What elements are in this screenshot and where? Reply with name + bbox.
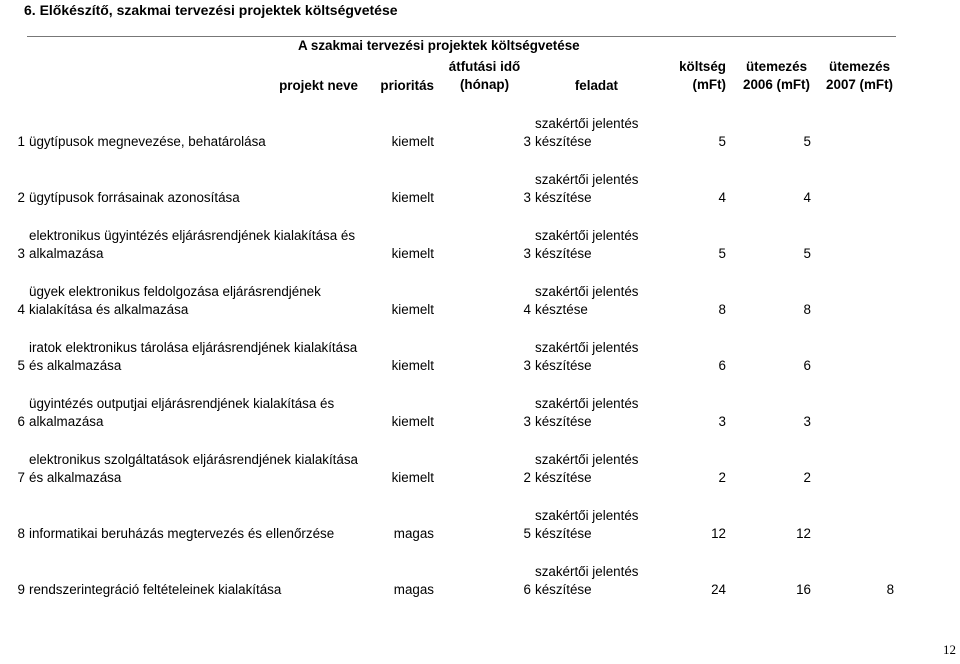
row-number: 9 bbox=[17, 582, 25, 597]
table-row bbox=[0, 209, 896, 265]
header-duration: átfutási idő (hónap) bbox=[448, 59, 521, 92]
schedule-2006: 6 bbox=[803, 358, 811, 373]
cost: 2 bbox=[718, 470, 726, 485]
task: szakértői jelentés készítése bbox=[535, 452, 639, 485]
cost: 4 bbox=[718, 190, 726, 205]
duration: 4 bbox=[523, 302, 531, 317]
budget-table bbox=[0, 36, 896, 601]
cost: 5 bbox=[718, 246, 726, 261]
schedule-2007 bbox=[813, 321, 896, 377]
schedule-2006: 16 bbox=[796, 582, 811, 597]
priority: kiemelt bbox=[391, 134, 434, 149]
row-number: 7 bbox=[17, 470, 25, 485]
schedule-2007 bbox=[813, 97, 896, 153]
row-number: 6 bbox=[17, 414, 25, 429]
task: szakértői jelentés készítése bbox=[535, 396, 639, 429]
table-row bbox=[0, 265, 896, 321]
priority: kiemelt bbox=[391, 246, 434, 261]
cost: 6 bbox=[718, 358, 726, 373]
duration: 3 bbox=[523, 190, 531, 205]
schedule-2007 bbox=[813, 433, 896, 489]
schedule-2006: 2 bbox=[803, 470, 811, 485]
project-name: elektronikus szolgáltatások eljárásrendjének kialakítása és alkalmazása bbox=[29, 452, 358, 485]
duration: 6 bbox=[523, 582, 531, 597]
header-cost: költség (mFt) bbox=[679, 59, 726, 92]
task: szakértői jelentés készítése bbox=[535, 564, 639, 597]
project-name: ügytípusok megnevezése, behatárolása bbox=[29, 134, 266, 149]
schedule-2006: 4 bbox=[803, 190, 811, 205]
duration: 3 bbox=[523, 246, 531, 261]
task: szakértői jelentés készítése bbox=[535, 116, 639, 149]
header-2007: ütemezés 2007 (mFt) bbox=[826, 59, 894, 92]
duration: 2 bbox=[523, 470, 531, 485]
schedule-2007 bbox=[813, 209, 896, 265]
schedule-2006: 5 bbox=[803, 246, 811, 261]
priority: magas bbox=[393, 526, 434, 541]
header-2006: ütemezés 2006 (mFt) bbox=[743, 59, 810, 92]
table-title: A szakmai tervezési projektek költségvetése bbox=[27, 37, 896, 56]
row-number: 2 bbox=[17, 190, 25, 205]
priority: kiemelt bbox=[391, 470, 434, 485]
header-task: feladat bbox=[574, 78, 618, 93]
priority: kiemelt bbox=[391, 302, 434, 317]
task: szakértői jelentés készítése bbox=[535, 172, 639, 205]
table-row bbox=[0, 489, 896, 545]
project-name: ügyek elektronikus feldolgozása eljárásrendjének kialakítása és alkalmazása bbox=[29, 284, 321, 317]
schedule-2007 bbox=[813, 265, 896, 321]
table-body bbox=[0, 97, 896, 601]
schedule-2007: 8 bbox=[886, 582, 895, 597]
schedule-2007 bbox=[813, 377, 896, 433]
task: szakértői jelentés készítése bbox=[535, 340, 639, 373]
page-number: 12 bbox=[943, 642, 956, 657]
section-title: 6. Előkészítő, szakmai tervezési projektek költségvetése bbox=[24, 2, 398, 18]
header-row bbox=[0, 55, 896, 97]
duration: 3 bbox=[523, 134, 531, 149]
cost: 8 bbox=[718, 302, 726, 317]
project-name: ügytípusok forrásainak azonosítása bbox=[29, 190, 240, 205]
cost: 5 bbox=[718, 134, 726, 149]
project-name: elektronikus ügyintézés eljárásrendjének kialakítása és alkalmazása bbox=[29, 228, 356, 261]
row-number: 3 bbox=[17, 246, 25, 261]
table-row bbox=[0, 377, 896, 433]
row-number: 8 bbox=[17, 526, 25, 541]
table-row bbox=[0, 433, 896, 489]
task: szakértői jelentés készítése bbox=[535, 508, 639, 541]
row-number: 1 bbox=[17, 134, 25, 149]
cost: 3 bbox=[718, 414, 726, 429]
schedule-2007 bbox=[813, 153, 896, 209]
task: szakértői jelentés késztése bbox=[535, 284, 639, 317]
task: szakértői jelentés készítése bbox=[535, 228, 639, 261]
schedule-2006: 12 bbox=[796, 526, 811, 541]
duration: 3 bbox=[523, 358, 531, 373]
table-row bbox=[0, 153, 896, 209]
duration: 5 bbox=[523, 526, 531, 541]
priority: kiemelt bbox=[391, 358, 434, 373]
priority: kiemelt bbox=[391, 190, 434, 205]
table-row bbox=[0, 545, 896, 601]
duration: 3 bbox=[523, 414, 531, 429]
cost: 24 bbox=[711, 582, 726, 597]
schedule-2006: 8 bbox=[803, 302, 811, 317]
schedule-2006: 5 bbox=[803, 134, 811, 149]
project-name: informatikai beruházás megtervezés és ellenőrzése bbox=[29, 526, 335, 541]
row-number: 5 bbox=[17, 358, 25, 373]
header-name: projekt neve bbox=[279, 78, 358, 93]
schedule-2007 bbox=[813, 489, 896, 545]
header-priority: prioritás bbox=[380, 78, 434, 93]
table-row bbox=[0, 97, 896, 153]
priority: kiemelt bbox=[391, 414, 434, 429]
row-number: 4 bbox=[17, 302, 25, 317]
project-name: ügyintézés outputjai eljárásrendjének kialakítása és alkalmazása bbox=[29, 396, 335, 429]
table-title-row bbox=[0, 37, 896, 56]
project-name: iratok elektronikus tárolása eljárásrendjének kialakítása és alkalmazása bbox=[29, 340, 358, 373]
priority: magas bbox=[393, 582, 434, 597]
schedule-2006: 3 bbox=[803, 414, 811, 429]
project-name: rendszerintegráció feltételeinek kialakítása bbox=[29, 582, 282, 597]
table-row bbox=[0, 321, 896, 377]
cost: 12 bbox=[711, 526, 726, 541]
